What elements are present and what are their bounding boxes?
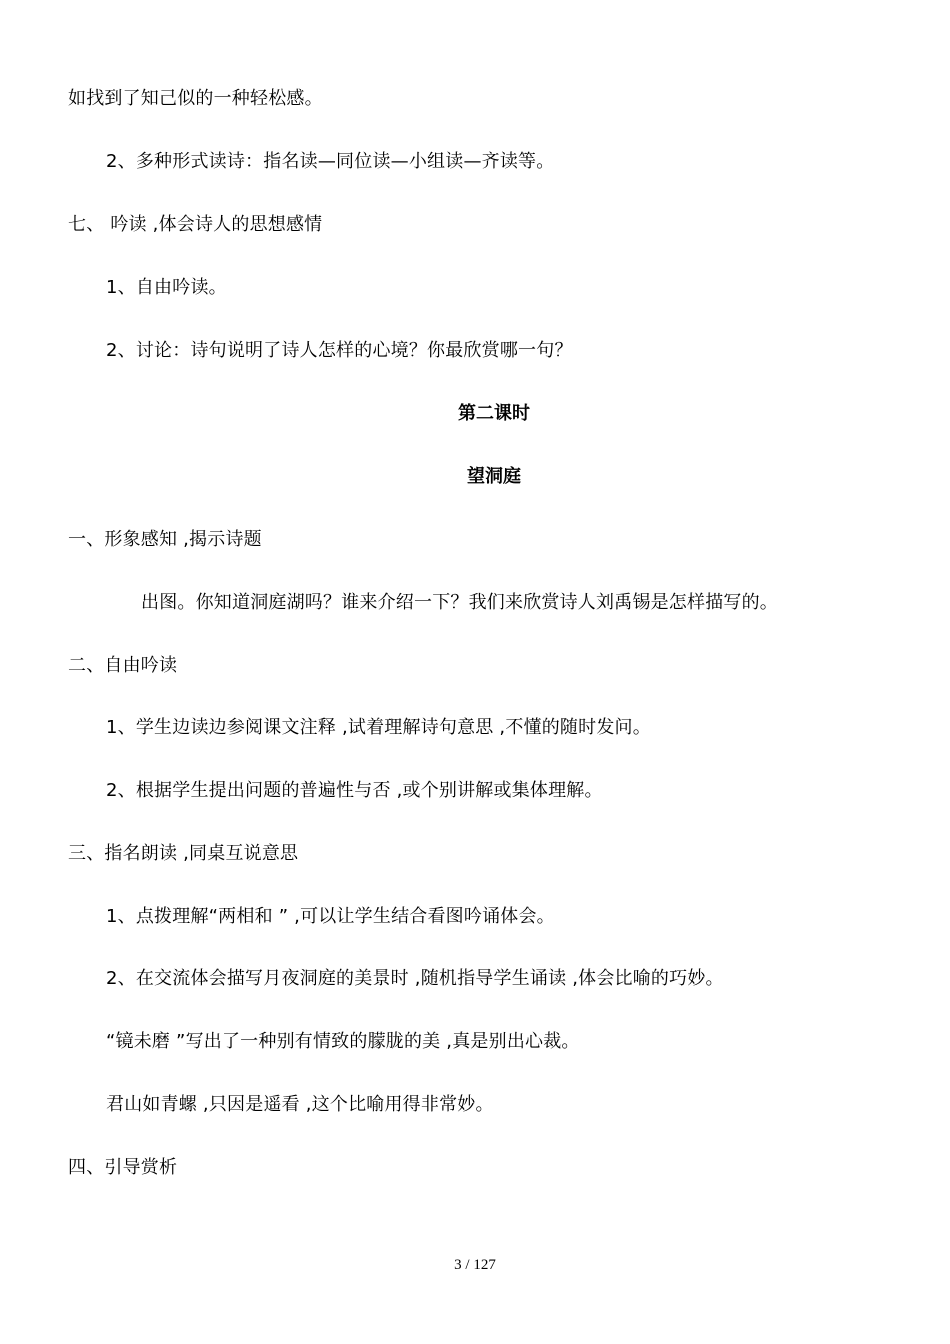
section-heading: 三、指名朗读 ,同桌互说意思 [68, 843, 299, 864]
paragraph-line: 1、点拨理解“两相和 ” ,可以让学生结合看图吟诵体会。 [106, 906, 555, 927]
paragraph-line: 2、在交流体会描写月夜洞庭的美景时 ,随机指导学生诵读 ,体会比喻的巧妙。 [106, 968, 724, 989]
paragraph-line: “镜未磨 ”写出了一种别有情致的朦胧的美 ,真是别出心裁。 [106, 1031, 580, 1052]
paragraph-line: 君山如青螺 ,只因是遥看 ,这个比喻用得非常妙。 [106, 1094, 494, 1115]
lesson-title: 第二课时 [458, 403, 530, 424]
poem-title: 望洞庭 [467, 466, 521, 487]
paragraph-line: 如找到了知己似的一种轻松感。 [68, 88, 323, 109]
section-heading: 七、 吟读 ,体会诗人的思想感情 [68, 214, 323, 235]
section-heading: 二、自由吟读 [68, 655, 178, 676]
paragraph-line: 1、自由吟读。 [106, 277, 227, 298]
paragraph-line: 2、根据学生提出问题的普遍性与否 ,或个别讲解或集体理解。 [106, 780, 603, 801]
paragraph-line: 2、多种形式读诗：指名读—同位读—小组读—齐读等。 [106, 151, 555, 172]
page-number: 3 / 127 [454, 1257, 496, 1273]
paragraph-line: 1、学生边读边参阅课文注释 ,试着理解诗句意思 ,不懂的随时发问。 [106, 717, 651, 738]
section-heading: 四、引导赏析 [68, 1157, 178, 1178]
section-heading: 一、形象感知 ,揭示诗题 [68, 529, 262, 550]
paragraph-line: 2、讨论：诗句说明了诗人怎样的心境？你最欣赏哪一句？ [106, 340, 573, 361]
paragraph-line: 出图。你知道洞庭湖吗？谁来介绍一下？我们来欣赏诗人刘禹锡是怎样描写的。 [141, 592, 778, 613]
